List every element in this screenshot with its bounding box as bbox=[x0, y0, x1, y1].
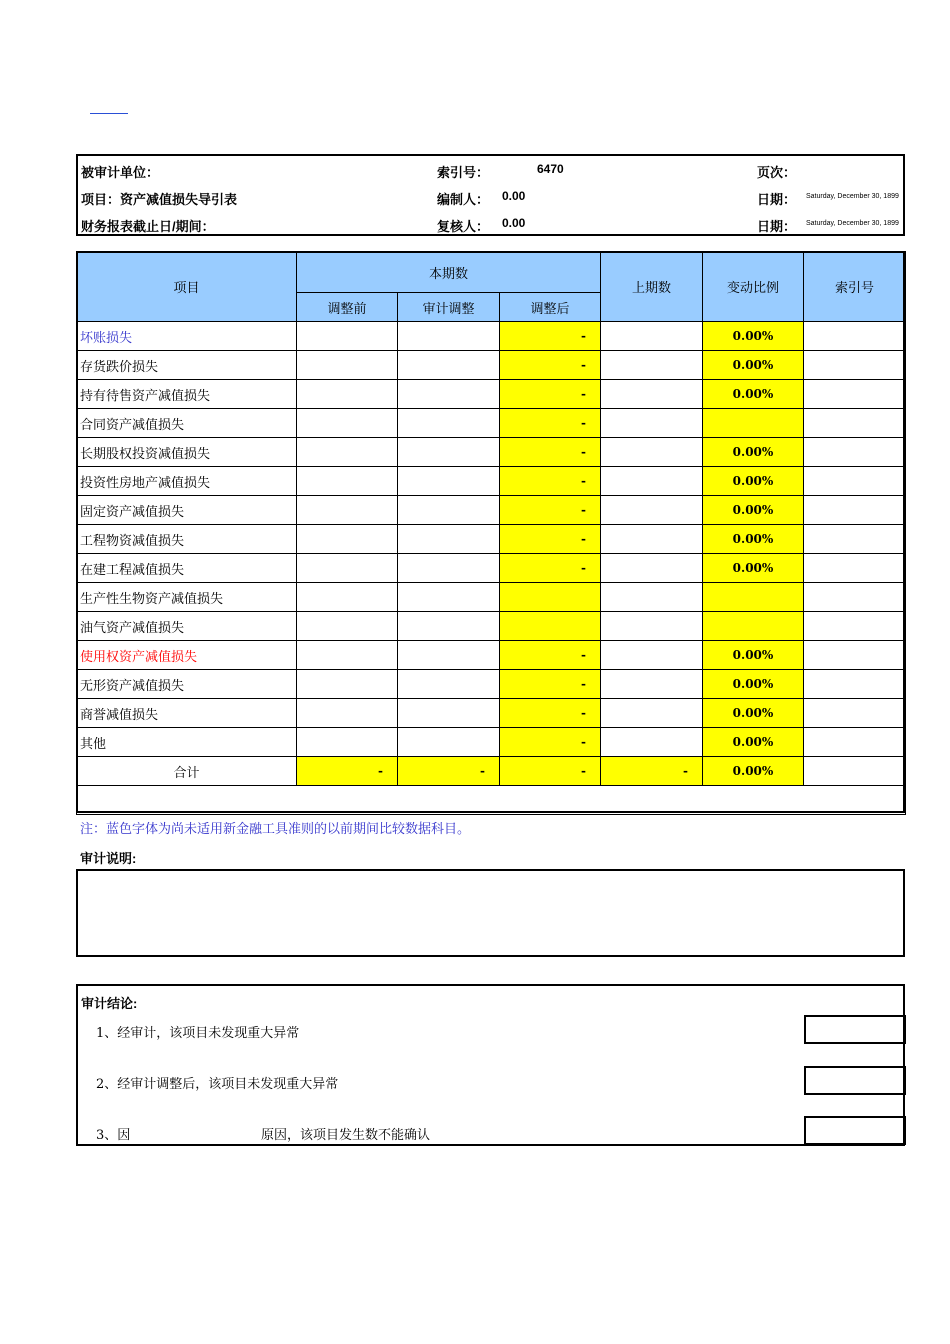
row-change[interactable]: 0.00% bbox=[703, 699, 804, 728]
row-item-name: 工程物资减值损失 bbox=[77, 525, 297, 554]
row-item-name: 固定资产减值损失 bbox=[77, 496, 297, 525]
row-prior[interactable] bbox=[601, 670, 703, 699]
table-row bbox=[77, 728, 906, 757]
row-change[interactable]: 0.00% bbox=[703, 322, 804, 351]
row-prior[interactable] bbox=[601, 641, 703, 670]
row-prior[interactable] bbox=[601, 525, 703, 554]
reviewer-label: 复核人： bbox=[437, 219, 490, 234]
header-block bbox=[76, 154, 905, 236]
row-before[interactable] bbox=[297, 351, 398, 380]
row-after[interactable] bbox=[500, 583, 601, 612]
row-before[interactable] bbox=[297, 380, 398, 409]
auditee-label: 被审计单位： bbox=[81, 165, 160, 180]
row-ref[interactable] bbox=[804, 612, 906, 641]
blank-row bbox=[77, 786, 906, 815]
row-prior[interactable] bbox=[601, 409, 703, 438]
row-before[interactable] bbox=[297, 467, 398, 496]
top-link[interactable] bbox=[90, 104, 128, 114]
conclusion-line-1: 1、经审计，该项目未发现重大异常 bbox=[96, 1026, 300, 1041]
conclusion-line-2: 2、经审计调整后，该项目未发现重大异常 bbox=[96, 1077, 339, 1092]
date1-label: 日期： bbox=[757, 192, 797, 207]
total-ref[interactable] bbox=[804, 757, 906, 786]
total-label: 合计 bbox=[77, 757, 297, 786]
row-ref[interactable] bbox=[804, 641, 906, 670]
row-adjust[interactable] bbox=[398, 612, 500, 641]
row-ref[interactable] bbox=[804, 699, 906, 728]
table-row bbox=[77, 496, 906, 525]
row-after[interactable] bbox=[500, 612, 601, 641]
conclusion-line-3-prefix: 3、因 bbox=[96, 1128, 131, 1143]
table-row bbox=[77, 409, 906, 438]
row-ref[interactable] bbox=[804, 525, 906, 554]
row-after[interactable]: - bbox=[500, 409, 601, 438]
table-row bbox=[77, 583, 906, 612]
conclusion-label: 审计结论: bbox=[81, 996, 138, 1011]
table-row bbox=[77, 525, 906, 554]
preparer-value: 0.00 bbox=[502, 189, 526, 203]
conclusion-block bbox=[76, 984, 905, 1146]
preparer-label: 编制人： bbox=[437, 192, 490, 207]
row-ref[interactable] bbox=[804, 322, 906, 351]
row-change[interactable] bbox=[703, 409, 804, 438]
row-adjust[interactable] bbox=[398, 438, 500, 467]
blank-cell bbox=[77, 786, 906, 815]
row-item-name: 其他 bbox=[77, 728, 297, 757]
row-before[interactable] bbox=[297, 670, 398, 699]
table-row bbox=[77, 467, 906, 496]
table-row bbox=[77, 612, 906, 641]
impairment-table bbox=[76, 251, 906, 815]
row-after[interactable]: - bbox=[500, 554, 601, 583]
row-change[interactable]: 0.00% bbox=[703, 525, 804, 554]
table-row bbox=[77, 554, 906, 583]
row-adjust[interactable] bbox=[398, 583, 500, 612]
row-before[interactable] bbox=[297, 728, 398, 757]
row-change[interactable]: 0.00% bbox=[703, 554, 804, 583]
col-after-header: 调整后 bbox=[500, 293, 601, 322]
row-item-name: 存货跌价损失 bbox=[77, 351, 297, 380]
row-item-name: 无形资产减值损失 bbox=[77, 670, 297, 699]
row-ref[interactable] bbox=[804, 670, 906, 699]
row-change[interactable]: 0.00% bbox=[703, 670, 804, 699]
total-prior[interactable]: - bbox=[601, 757, 703, 786]
row-after[interactable]: - bbox=[500, 641, 601, 670]
row-before[interactable] bbox=[297, 322, 398, 351]
row-after[interactable]: - bbox=[500, 728, 601, 757]
row-before[interactable] bbox=[297, 612, 398, 641]
row-adjust[interactable] bbox=[398, 409, 500, 438]
col-current-header: 本期数 bbox=[297, 252, 601, 293]
row-adjust[interactable] bbox=[398, 467, 500, 496]
row-ref[interactable] bbox=[804, 438, 906, 467]
explain-box[interactable] bbox=[76, 869, 905, 957]
col-change-header: 变动比例 bbox=[703, 252, 804, 322]
row-item-name: 持有待售资产减值损失 bbox=[77, 380, 297, 409]
row-adjust[interactable] bbox=[398, 699, 500, 728]
row-item-name: 油气资产减值损失 bbox=[77, 612, 297, 641]
explain-label: 审计说明: bbox=[80, 851, 137, 866]
table-row bbox=[77, 380, 906, 409]
row-item-name: 使用权资产减值损失 bbox=[77, 641, 297, 670]
row-adjust[interactable] bbox=[398, 496, 500, 525]
row-adjust[interactable] bbox=[398, 728, 500, 757]
total-adjust[interactable]: - bbox=[398, 757, 500, 786]
row-change[interactable]: 0.00% bbox=[703, 496, 804, 525]
row-prior[interactable] bbox=[601, 322, 703, 351]
table-row bbox=[77, 351, 906, 380]
row-prior[interactable] bbox=[601, 583, 703, 612]
index-value: 6470 bbox=[537, 162, 564, 176]
row-ref[interactable] bbox=[804, 467, 906, 496]
col-prior-header: 上期数 bbox=[601, 252, 703, 322]
conclusion-box-1[interactable] bbox=[804, 1015, 906, 1044]
row-after[interactable]: - bbox=[500, 322, 601, 351]
row-ref[interactable] bbox=[804, 728, 906, 757]
row-ref[interactable] bbox=[804, 583, 906, 612]
row-change[interactable]: 0.00% bbox=[703, 438, 804, 467]
row-item-name: 投资性房地产减值损失 bbox=[77, 467, 297, 496]
row-change[interactable]: 0.00% bbox=[703, 467, 804, 496]
project-label: 项目：资产减值损失导引表 bbox=[81, 192, 238, 207]
col-before-header: 调整前 bbox=[297, 293, 398, 322]
row-adjust[interactable] bbox=[398, 322, 500, 351]
table-row bbox=[77, 699, 906, 728]
date1-value: Saturday, December 30, 1899 bbox=[806, 193, 899, 200]
row-prior[interactable] bbox=[601, 351, 703, 380]
row-after[interactable]: - bbox=[500, 496, 601, 525]
row-adjust[interactable] bbox=[398, 670, 500, 699]
row-before[interactable] bbox=[297, 554, 398, 583]
row-item-name: 在建工程减值损失 bbox=[77, 554, 297, 583]
row-prior[interactable] bbox=[601, 380, 703, 409]
row-adjust[interactable] bbox=[398, 525, 500, 554]
table-row bbox=[77, 670, 906, 699]
row-adjust[interactable] bbox=[398, 641, 500, 670]
total-change[interactable]: 0.00% bbox=[703, 757, 804, 786]
table-row bbox=[77, 641, 906, 670]
conclusion-box-3[interactable] bbox=[804, 1116, 906, 1145]
row-ref[interactable] bbox=[804, 380, 906, 409]
reviewer-value: 0.00 bbox=[502, 216, 526, 230]
row-item-name: 合同资产减值损失 bbox=[77, 409, 297, 438]
col-ref-header: 索引号 bbox=[804, 252, 906, 322]
row-item-name: 坏账损失 bbox=[77, 322, 297, 351]
col-adjust-header: 审计调整 bbox=[398, 293, 500, 322]
date2-value: Saturday, December 30, 1899 bbox=[806, 220, 899, 227]
row-change[interactable]: 0.00% bbox=[703, 380, 804, 409]
date2-label: 日期： bbox=[757, 219, 797, 234]
row-prior[interactable] bbox=[601, 612, 703, 641]
row-ref[interactable] bbox=[804, 351, 906, 380]
row-prior[interactable] bbox=[601, 699, 703, 728]
row-before[interactable] bbox=[297, 699, 398, 728]
row-before[interactable] bbox=[297, 409, 398, 438]
row-after[interactable]: - bbox=[500, 467, 601, 496]
row-prior[interactable] bbox=[601, 438, 703, 467]
row-before[interactable] bbox=[297, 583, 398, 612]
row-after[interactable]: - bbox=[500, 438, 601, 467]
conclusion-line-3-suffix: 原因，该项目发生数不能确认 bbox=[261, 1128, 431, 1143]
row-change[interactable]: 0.00% bbox=[703, 641, 804, 670]
total-after[interactable]: - bbox=[500, 757, 601, 786]
conclusion-box-2[interactable] bbox=[804, 1066, 906, 1095]
row-change[interactable]: 0.00% bbox=[703, 351, 804, 380]
row-before[interactable] bbox=[297, 496, 398, 525]
row-after[interactable]: - bbox=[500, 380, 601, 409]
row-item-name: 商誉减值损失 bbox=[77, 699, 297, 728]
table-row bbox=[77, 438, 906, 467]
col-item-header: 项目 bbox=[77, 252, 297, 322]
row-adjust[interactable] bbox=[398, 554, 500, 583]
index-label: 索引号： bbox=[437, 165, 490, 180]
row-ref[interactable] bbox=[804, 496, 906, 525]
row-ref[interactable] bbox=[804, 409, 906, 438]
note-text: 注：蓝色字体为尚未适用新金融工具准则的以前期间比较数据科目。 bbox=[80, 822, 471, 837]
row-prior[interactable] bbox=[601, 467, 703, 496]
table-row bbox=[77, 322, 906, 351]
row-after[interactable]: - bbox=[500, 670, 601, 699]
row-after[interactable]: - bbox=[500, 525, 601, 554]
row-adjust[interactable] bbox=[398, 351, 500, 380]
row-before[interactable] bbox=[297, 641, 398, 670]
page-label: 页次： bbox=[757, 165, 797, 180]
row-before[interactable] bbox=[297, 525, 398, 554]
row-change[interactable] bbox=[703, 612, 804, 641]
row-after[interactable]: - bbox=[500, 351, 601, 380]
row-ref[interactable] bbox=[804, 554, 906, 583]
total-before[interactable]: - bbox=[297, 757, 398, 786]
row-change[interactable] bbox=[703, 583, 804, 612]
row-item-name: 生产性生物资产减值损失 bbox=[77, 583, 297, 612]
row-prior[interactable] bbox=[601, 554, 703, 583]
row-change[interactable]: 0.00% bbox=[703, 728, 804, 757]
row-before[interactable] bbox=[297, 438, 398, 467]
row-after[interactable]: - bbox=[500, 699, 601, 728]
row-adjust[interactable] bbox=[398, 380, 500, 409]
row-prior[interactable] bbox=[601, 496, 703, 525]
period-label: 财务报表截止日/期间： bbox=[81, 219, 215, 234]
row-item-name: 长期股权投资减值损失 bbox=[77, 438, 297, 467]
row-prior[interactable] bbox=[601, 728, 703, 757]
